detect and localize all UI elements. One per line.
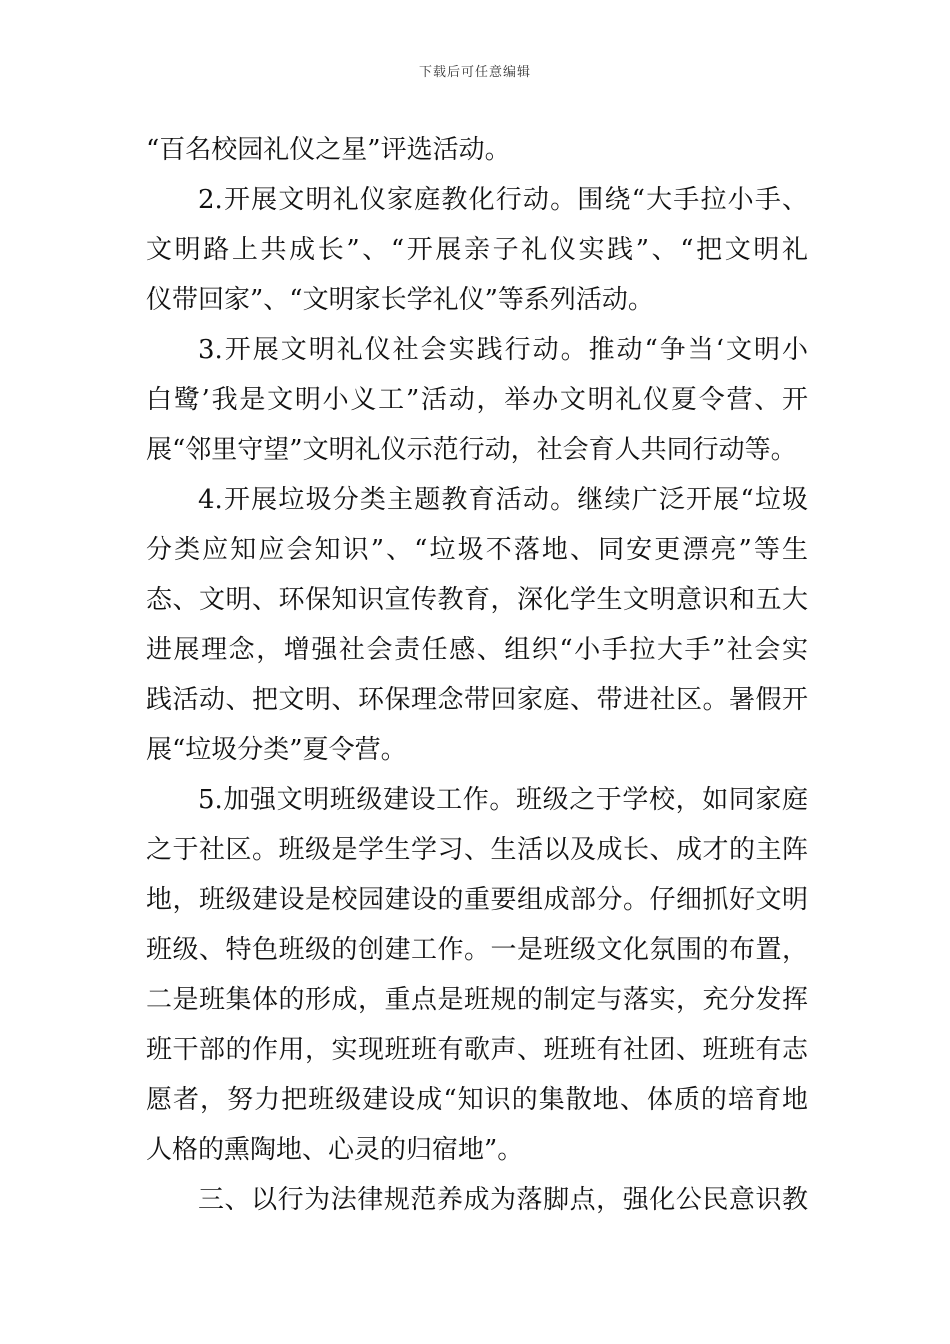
text-line: 进展理念，增强社会责任感、组织“小手拉大手”社会实 (146, 635, 808, 665)
document-body (146, 125, 808, 1225)
text-line: 分类应知应会知识”、“垃圾不落地、同安更漂亮”等生 (146, 535, 808, 565)
text-line: 3.开展文明礼仪社会实践行动。推动“争当‘文明小 (198, 335, 808, 365)
text-line: 三、以行为法律规范养成为落脚点，强化公民意识教 (198, 1185, 808, 1215)
text-line: 二是班集体的形成，重点是班规的制定与落实，充分发挥 (146, 985, 808, 1015)
text-line: “百名校园礼仪之星”评选活动。 (146, 135, 511, 165)
text-line: 4.开展垃圾分类主题教育活动。继续广泛开展“垃圾 (198, 485, 808, 515)
text-line: 地，班级建设是校园建设的重要组成部分。仔细抓好文明 (146, 885, 808, 915)
page-header: 下载后可任意编辑 (418, 65, 531, 80)
text-line: 人格的熏陶地、心灵的归宿地”。 (146, 1135, 524, 1165)
text-line: 践活动、把文明、环保理念带回家庭、带进社区。暑假开 (146, 685, 808, 715)
text-line: 5.加强文明班级建设工作。班级之于学校，如同家庭 (198, 785, 808, 815)
text-line: 班级、特色班级的创建工作。一是班级文化氛围的布置， (146, 935, 808, 965)
text-line: 展“垃圾分类”夏令营。 (146, 735, 407, 765)
text-line: 仪带回家”、“文明家长学礼仪”等系列活动。 (146, 285, 654, 315)
text-line: 文明路上共成长”、“开展亲子礼仪实践”、“把文明礼 (146, 235, 808, 265)
text-line: 班干部的作用，实现班班有歌声、班班有社团、班班有志 (146, 1035, 808, 1065)
text-line: 白鹭’我是文明小义工”活动，举办文明礼仪夏令营、开 (146, 385, 808, 415)
text-line: 展“邻里守望”文明礼仪示范行动，社会育人共同行动等。 (146, 435, 797, 465)
text-line: 愿者，努力把班级建设成“知识的集散地、体质的培育地 (146, 1085, 808, 1115)
text-line: 之于社区。班级是学生学习、生活以及成长、成才的主阵 (146, 835, 808, 865)
text-line: 2.开展文明礼仪家庭教化行动。围绕“大手拉小手、 (198, 185, 808, 215)
text-line: 态、文明、环保知识宣传教育，深化学生文明意识和五大 (146, 585, 808, 615)
